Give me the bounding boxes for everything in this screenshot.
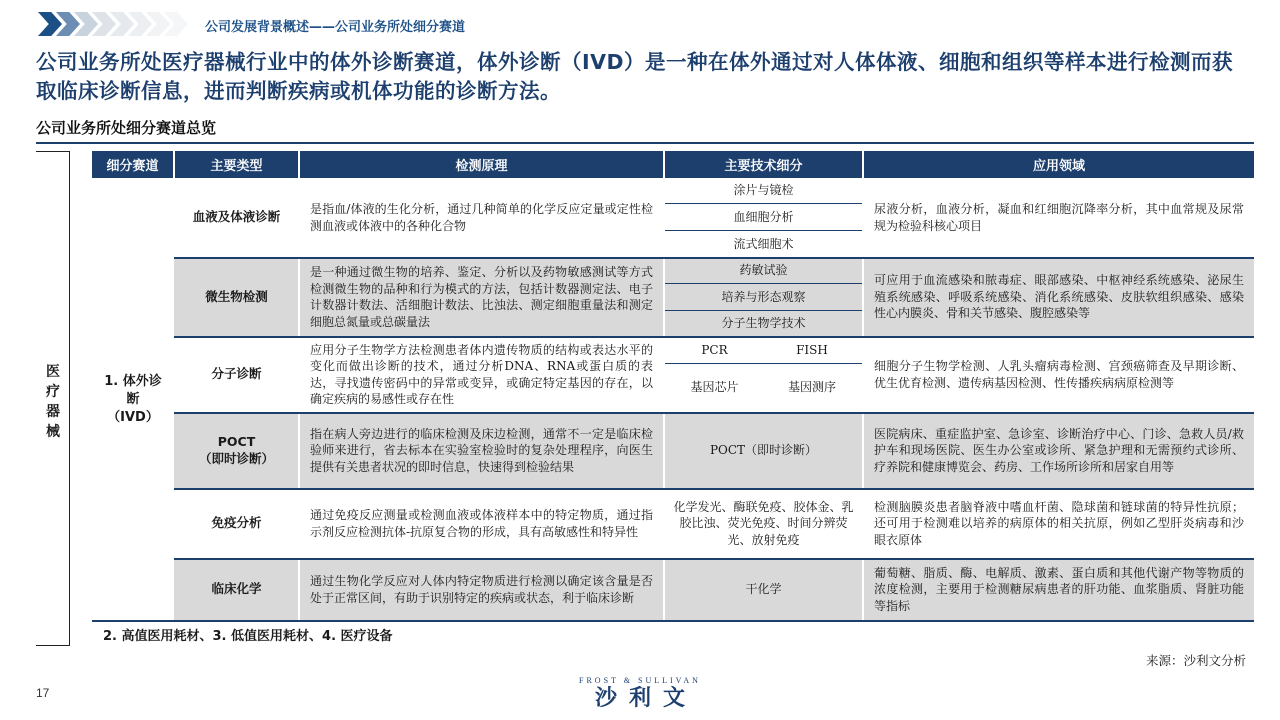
application-microbe: 可应用于血流感染和脓毒症、眼部感染、中枢神经系统感染、泌尿生殖系统感染、呼吸系统感染、消化系统感染、皮肤软组织感染、感染性心内膜炎、骨和关节感染、腹腔感染等 xyxy=(874,273,1244,321)
type-blood: 血液及体液诊断 xyxy=(192,209,281,225)
tech-item: FISH xyxy=(796,342,828,357)
application-blood: 尿液分析，血液分析，凝血和红细胞沉降率分析，其中血常规及尿常规为检验科核心项目 xyxy=(874,202,1244,233)
header-type: 主要类型 xyxy=(175,151,298,178)
header-chevrons xyxy=(38,12,188,36)
application-poct: 医院病床、重症监护室、急诊室、诊断治疗中心、门诊、急救人员/救护车和现场医院、医生办公室或诊所、紧急护理和无需预约式诊所、疗养院和健康博览会、药房、工作场所诊所和居家自用等 xyxy=(874,426,1244,474)
table-header xyxy=(92,151,1254,178)
header-principle: 检测原理 xyxy=(300,151,663,178)
principle-blood: 是指血/体液的生化分析，通过几种简单的化学反应定量或定性检测血液或体液中的各种化合物 xyxy=(310,202,653,233)
page-headline: 公司业务所处医疗器械行业中的体外诊断赛道，体外诊断（IVD）是一种在体外通过对人体体液、细胞和组织等样本进行检测而获取临床诊断信息，进而判断疾病或机体功能的诊断方法。 xyxy=(36,50,1234,103)
tech-item: 流式细胞术 xyxy=(733,236,794,251)
section-subtitle: 公司业务所处细分赛道总览 xyxy=(36,119,217,137)
category-label: 医 疗 器 械 xyxy=(46,364,60,440)
principle-clinical-chem: 通过生物化学反应对人体内特定物质进行检测以确定该含量是否处于正常区间，有助于识别特定的疾病或状态，利于临床诊断 xyxy=(310,574,653,605)
header-tech: 主要技术细分 xyxy=(665,151,862,178)
subtitle-rule xyxy=(36,142,1254,144)
application-immuno: 检测脑膜炎患者脑脊液中嗜血杆菌、隐球菌和链球菌的特异性抗原；还可用于检测难以培养的病原体的相关抗原，例如乙型肝炎病毒和沙眼衣原体 xyxy=(874,499,1244,547)
breadcrumb: 公司发展背景概述——公司业务所处细分赛道 xyxy=(205,20,466,35)
tech-item: 基因芯片 xyxy=(690,380,739,395)
page-number: 17 xyxy=(36,686,50,700)
other-segments: 2. 高值医用耗材、3. 低值医用耗材、4. 医疗设备 xyxy=(103,629,393,644)
application-molecular: 细胞分子生物学检测、人乳头瘤病毒检测、宫颈癌筛查及早期诊断、优生优育检测、遗传病基因检测、性传播疾病病原检测等 xyxy=(874,359,1244,390)
segment-label-ivd: 1. 体外诊 断 （IVD） xyxy=(104,374,162,425)
tech-item: PCR xyxy=(701,342,728,357)
tech-item: 药敏试验 xyxy=(739,263,788,278)
tech-item: 血细胞分析 xyxy=(733,209,794,224)
tech-item: 干化学 xyxy=(745,582,782,597)
frost-sullivan-logo xyxy=(572,676,708,716)
type-poct: POCT （即时诊断） xyxy=(198,434,274,466)
principle-immuno: 通过免疫反应测量或检测血液或体液样本中的特定物质，通过指示剂反应检测抗体-抗原复合物的形成，具有高敏感性和特异性 xyxy=(310,508,653,539)
logo-chinese: 沙利文 xyxy=(594,686,697,711)
source-note: 来源：沙利文分析 xyxy=(1145,653,1246,668)
tech-item: 分子生物学技术 xyxy=(721,316,806,331)
header-segment: 细分赛道 xyxy=(92,151,173,178)
application-clinical-chem: 葡萄糖、脂质、酶、电解质、激素、蛋白质和其他代谢产物等物质的浓度检测，主要用于检测糖尿病患者的肝功能、血浆脂质、肾脏功能等指标 xyxy=(874,565,1244,613)
principle-poct: 指在病人旁边进行的临床检测及床边检测，通常不一定是临床检验师来进行，省去标本在实验室检验时的复杂处理程序，向医生提供有关患者状况的即时信息，快速得到检验结果 xyxy=(310,426,653,474)
principle-molecular: 应用分子生物学方法检测患者体内遗传物质的结构或表达水平的变化而做出诊断的技术，通过分析DNA、RNA或蛋白质的表达，寻找遗传密码中的异常或变异，或确定特定基因的存在，以确定疾病的易感性或存在性 xyxy=(310,342,653,406)
type-microbe: 微生物检测 xyxy=(205,288,268,304)
tech-item: 基因测序 xyxy=(787,380,836,395)
tech-item: 化学发光、酶联免疫、胶体金、乳胶比浊、荧光免疫、时间分辨荧光、放射免疫 xyxy=(673,499,854,547)
principle-microbe: 是一种通过微生物的培养、鉴定、分析以及药物敏感测试等方式检测微生物的品种和行为模式的方法，包括计数器测定法、电子计数器计数法、活细胞计数法、比浊法、测定细胞重量法和测定细胞总氮量或总碳量法 xyxy=(310,265,653,329)
type-clinical-chem: 临床化学 xyxy=(211,581,262,597)
type-immuno: 免疫分析 xyxy=(211,515,262,531)
tech-item: 涂片与镜检 xyxy=(733,183,794,198)
tech-item: POCT（即时诊断） xyxy=(709,443,818,458)
tech-item: 培养与形态观察 xyxy=(721,289,806,304)
type-molecular: 分子诊断 xyxy=(211,366,262,382)
logo-wordmark: FROST & SULLIVAN xyxy=(579,676,701,685)
header-application: 应用领域 xyxy=(864,151,1254,178)
